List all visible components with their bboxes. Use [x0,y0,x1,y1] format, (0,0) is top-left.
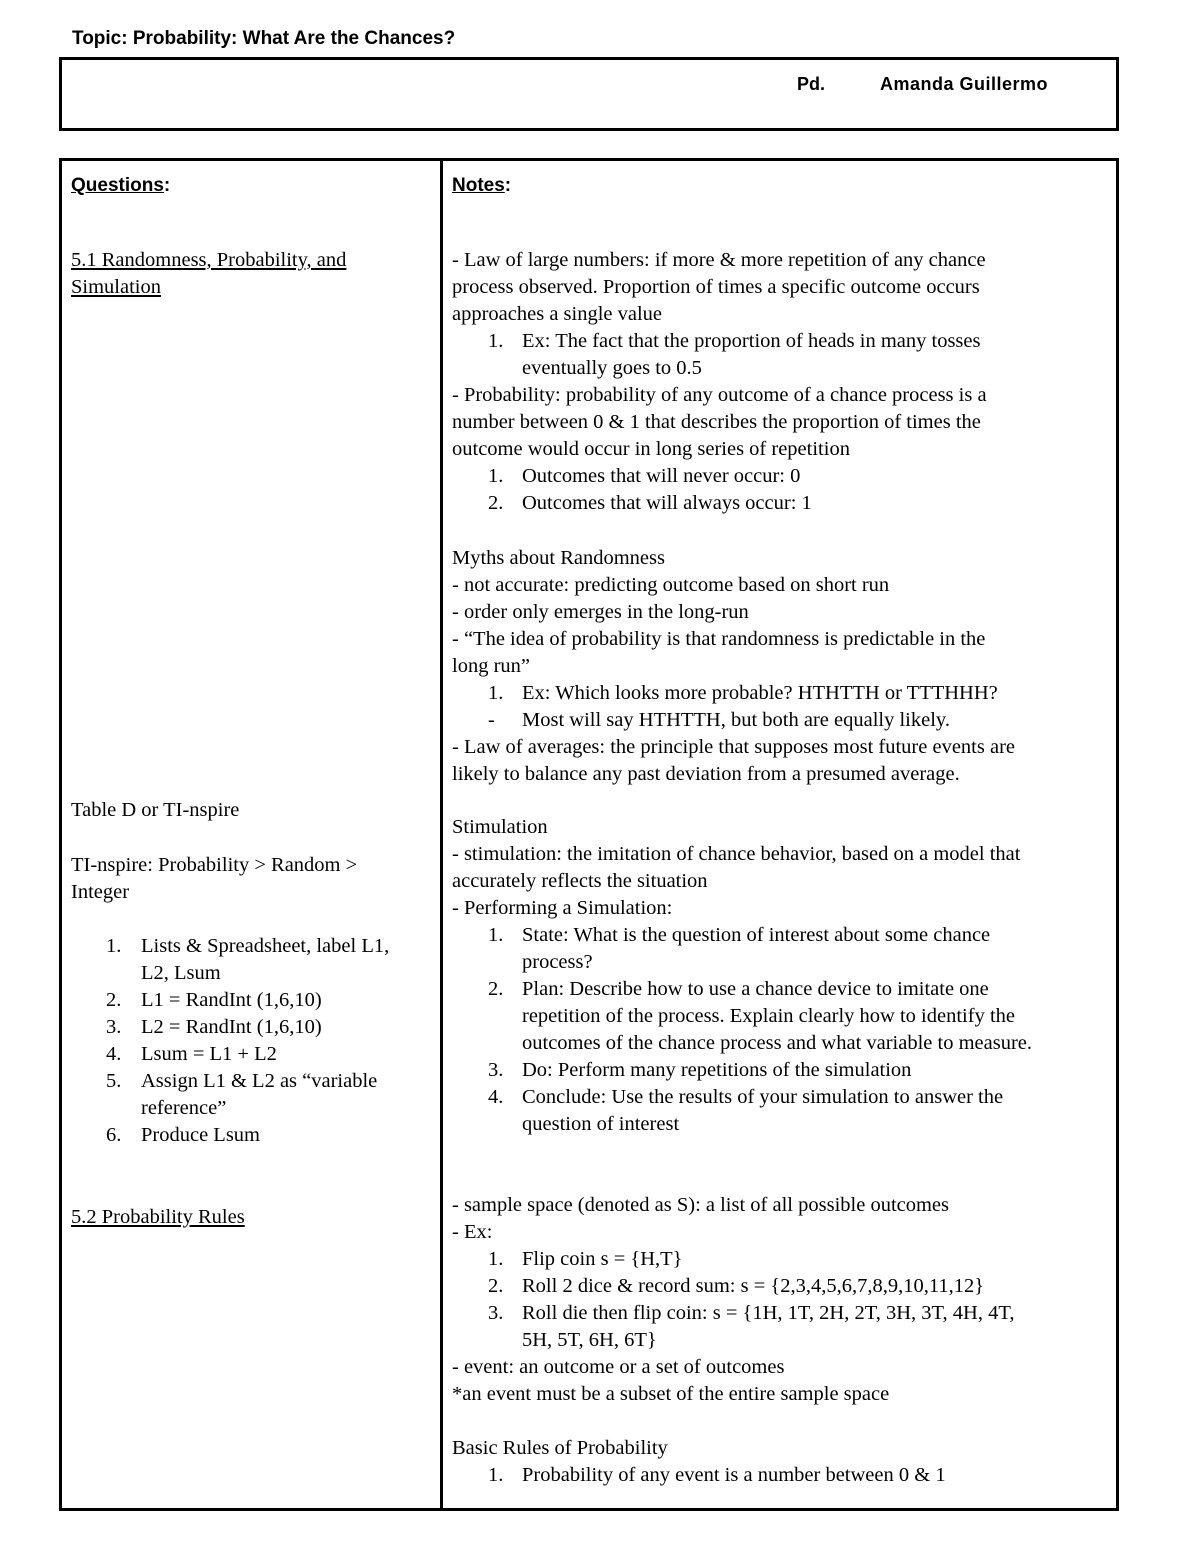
note-text: process observed. Proportion of times a specific outcome occurs [452,276,980,298]
note-text: - Law of large numbers: if more & more repetition of any chance [452,249,986,271]
note-text: accurately reflects the situation [452,870,708,892]
note-text: outcomes of the chance process and what variable to measure. [522,1032,1033,1054]
section-5-1-title: 5.1 Randomness, Probability, and Simulation [71,249,347,298]
note-text: - Probability: probability of any outcome of a chance process is a [452,384,987,406]
step-text: Assign L1 & L2 as “variable [141,1070,378,1092]
note-text: *an event must be a subset of the entire sample space [452,1383,890,1405]
note-text: process? [522,951,593,973]
note-text: outcome would occur in long series of repetition [452,438,850,460]
list-item-text: Conclude: Use the results of your simulation to answer the [522,1086,1004,1108]
list-marker: 2. [488,1275,504,1297]
step-line [71,960,431,987]
note-text: eventually goes to 0.5 [522,357,702,379]
step-line [71,933,431,960]
list-item-text: Roll 2 dice & record sum: s = {2,3,4,5,6,7,8,9,10,11,12} [522,1275,985,1297]
list-marker: 6. [106,1124,122,1146]
list-item-text: Probability of any event is a number between 0 & 1 [522,1464,946,1486]
note-text: likely to balance any past deviation from a presumed average. [452,763,960,785]
note-text: - Ex: [452,1221,493,1243]
list-marker: 1. [488,1464,504,1486]
note-text: Stimulation [452,816,548,838]
step-text: L2 = RandInt (1,6,10) [141,1016,322,1038]
page-topic: Topic: Probability: What Are the Chances? [72,28,456,49]
note-text: approaches a single value [452,303,663,325]
note-text: - not accurate: predicting outcome based on short run [452,574,890,596]
step-line [71,1095,431,1122]
note-text: - Performing a Simulation: [452,897,673,919]
tinspire-steps-list [71,933,431,1149]
list-item-text: Most will say HTHTTH, but both are equally likely. [522,709,950,731]
questions-heading: Questions: [71,175,171,196]
step-text: L2, Lsum [141,962,221,984]
section-5-2-title: 5.2 Probability Rules [71,1206,245,1228]
list-marker: 2. [488,492,504,514]
step-line [71,987,431,1014]
list-marker: 3. [488,1059,504,1081]
list-marker: 4. [488,1086,504,1108]
note-text: - sample space (denoted as S): a list of all possible outcomes [452,1194,950,1216]
list-marker: - [488,709,495,731]
list-item-text: Ex: The fact that the proportion of heads in many tosses [522,330,981,352]
step-text: Lsum = L1 + L2 [141,1043,277,1065]
column-divider [440,161,443,1508]
note-text: repetition of the process. Explain clearly how to identify the [522,1005,1015,1027]
list-marker: 4. [106,1043,122,1065]
note-text: - “The idea of probability is that randomness is predictable in the [452,628,986,650]
step-line [71,1014,431,1041]
list-marker: 1. [106,935,122,957]
notes-heading: Notes: [452,175,512,196]
note-text: - stimulation: the imitation of chance behavior, based on a model that [452,843,1021,865]
list-marker: 2. [488,978,504,1000]
list-item-text: State: What is the question of interest about some chance [522,924,991,946]
period-label: Pd. [797,74,826,94]
list-marker: 1. [488,465,504,487]
cornell-notes-table [59,158,1119,1511]
note-text: 5H, 5T, 6H, 6T} [522,1329,657,1351]
list-item-text: Flip coin s = {H,T} [522,1248,683,1270]
list-marker: 1. [488,330,504,352]
note-text: Myths about Randomness [452,547,665,569]
list-marker: 3. [488,1302,504,1324]
list-marker: 1. [488,682,504,704]
note-text: number between 0 & 1 that describes the proportion of times the [452,411,981,433]
note-text: - event: an outcome or a set of outcomes [452,1356,785,1378]
list-item-text: Roll die then flip coin: s = {1H, 1T, 2H, 2T, 3H, 3T, 4H, 4T, [522,1302,1015,1324]
note-text: long run” [452,655,530,677]
name-box [59,57,1119,131]
step-line [71,1122,431,1149]
list-item-text: Ex: Which looks more probable? HTHTTH or TTTHHH? [522,682,998,704]
list-marker: 2. [106,989,122,1011]
note-text: - order only emerges in the long-run [452,601,749,623]
list-item-text: Outcomes that will always occur: 1 [522,492,812,514]
tinspire-path: TI-nspire: Probability > Random > Integer [71,854,358,903]
step-text: Lists & Spreadsheet, label L1, [141,935,390,957]
table-d-note: Table D or TI-nspire [71,799,240,821]
note-text: - Law of averages: the principle that supposes most future events are [452,736,1015,758]
step-line [71,1041,431,1068]
step-text: reference” [141,1097,227,1119]
list-marker: 3. [106,1016,122,1038]
list-marker: 5. [106,1070,122,1092]
list-item-text: Outcomes that will never occur: 0 [522,465,801,487]
step-text: Produce Lsum [141,1124,260,1146]
note-text: question of interest [522,1113,680,1135]
list-marker: 1. [488,1248,504,1270]
list-item-text: Plan: Describe how to use a chance device to imitate one [522,978,989,1000]
step-line [71,1068,431,1095]
note-text: Basic Rules of Probability [452,1437,668,1459]
list-item-text: Do: Perform many repetitions of the simulation [522,1059,912,1081]
list-marker: 1. [488,924,504,946]
step-text: L1 = RandInt (1,6,10) [141,989,322,1011]
student-name: Amanda Guillermo [880,74,1049,94]
